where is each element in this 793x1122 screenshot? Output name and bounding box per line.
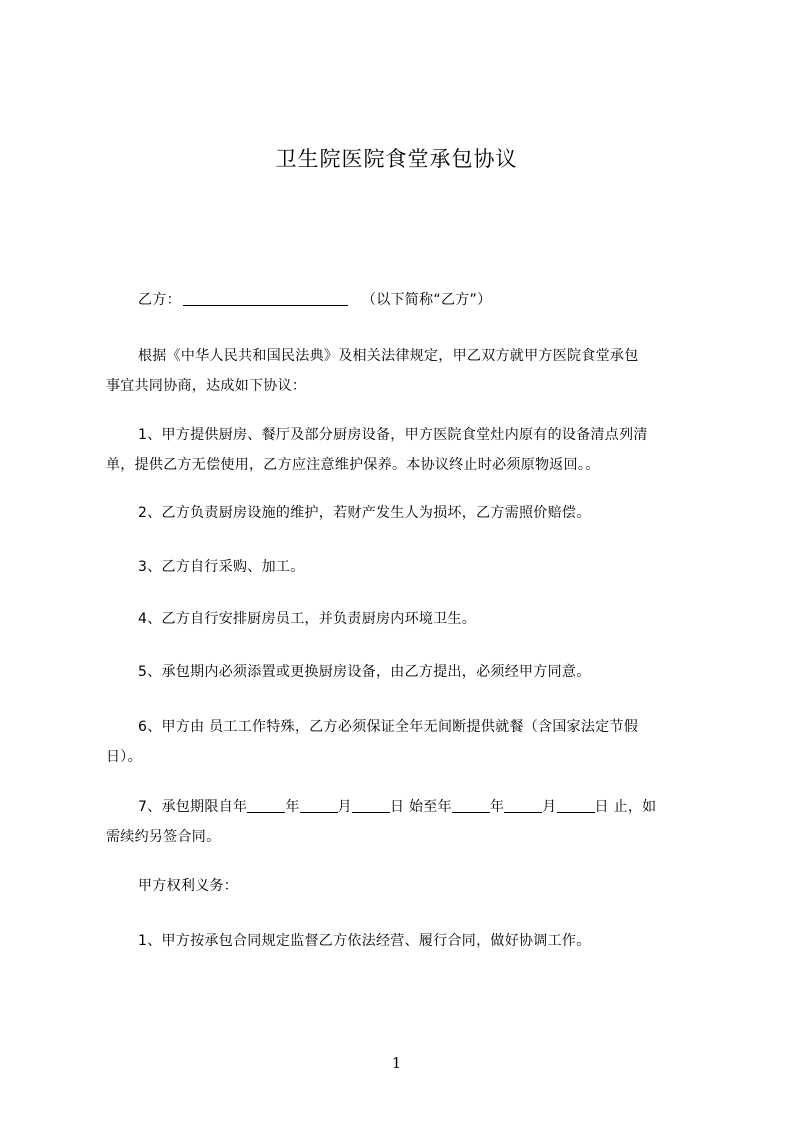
party-a-heading	[106, 871, 712, 901]
start-year-blank[interactable]	[247, 798, 285, 813]
clause-7	[106, 792, 712, 852]
end-year-label: 年	[489, 799, 505, 815]
party-b-line	[106, 285, 712, 315]
start-day-blank[interactable]	[352, 798, 390, 813]
clause-5	[106, 657, 712, 687]
party-a-heading-text: 甲方权利义务：	[138, 878, 239, 894]
intro-line-2: 事宜共同协商，达成如下协议：	[106, 378, 307, 394]
party-b-name-blank[interactable]	[183, 291, 348, 306]
end-month-label: 月	[542, 799, 557, 815]
intro-paragraph	[106, 341, 712, 401]
end-day-label: 日 止，如	[594, 799, 657, 815]
start-month-label: 月	[337, 799, 352, 815]
clause-6	[106, 712, 712, 772]
clause-1-line-1: 1、甲方提供厨房、餐厅及部分厨房设备，甲方医院食堂灶内原有的设备清点列清	[138, 427, 648, 443]
clause-2	[106, 498, 712, 528]
clause-5-text: 5、承包期内必须添置或更换厨房设备，由乙方提出，必须经甲方同意。	[138, 664, 591, 680]
end-year-blank[interactable]	[452, 798, 490, 813]
clause-2-text: 2、乙方负责厨房设施的维护，若财产发生人为损坏，乙方需照价赔偿。	[138, 505, 591, 521]
party-a-clause-1	[106, 926, 712, 956]
clause-4-text: 4、乙方自行安排厨房员工，并负责厨房内环境卫生。	[138, 611, 477, 627]
clause-7-line-2: 需续约另签合同。	[106, 829, 221, 845]
start-day-label: 日 始至年	[389, 799, 452, 815]
page-number: 1	[391, 1054, 402, 1072]
clause-1-line-2: 单，提供乙方无偿使用，乙方应注意维护保养。本协议终止时必须原物返回。。	[106, 457, 600, 473]
clause-6-line-1: 6、甲方由 员工工作特殊，乙方必须保证全年无间断提供就餐（含国家法定节假	[138, 719, 639, 735]
end-month-blank[interactable]	[504, 798, 542, 813]
clause-4	[106, 604, 712, 634]
clause-1	[106, 420, 712, 480]
end-day-blank[interactable]	[557, 798, 595, 813]
party-b-note: （以下简称“乙方”）	[361, 292, 492, 308]
page-title: 卫生院医院食堂承包协议	[275, 147, 518, 171]
start-month-blank[interactable]	[300, 798, 338, 813]
start-year-label: 年	[285, 799, 300, 815]
intro-line-1: 根据《中华人民共和国民法典》及相关法律规定，甲乙双方就甲方医院食堂承包	[138, 348, 639, 364]
clause-7-start: 7、承包期限自年	[138, 799, 248, 815]
party-b-label: 乙方：	[138, 292, 181, 308]
clause-3-text: 3、乙方自行采购、加工。	[138, 559, 305, 575]
clause-6-line-2: 日）。	[106, 749, 142, 765]
clause-3	[106, 552, 712, 582]
party-a-clause-1-text: 1、甲方按承包合同规定监督乙方依法经营、履行合同，做好协调工作。	[138, 933, 591, 949]
